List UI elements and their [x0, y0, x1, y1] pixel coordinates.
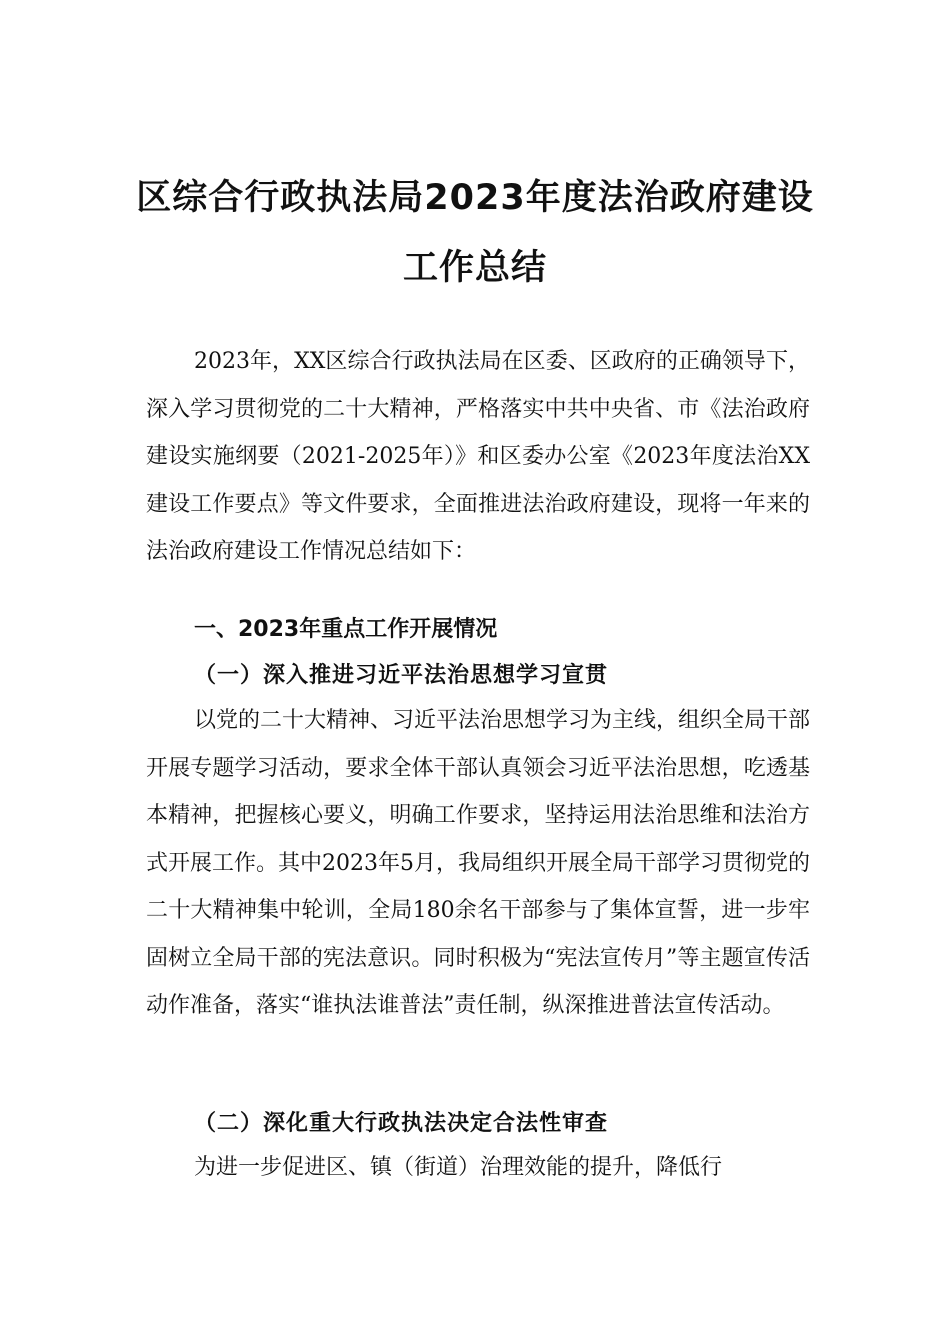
subsection-paragraph-2: 为进一步促进区、镇（街道）治理效能的提升，降低行: [194, 1155, 723, 1180]
subsection-heading-1: （一）深入推进习近平法治思想学习宣贯: [194, 662, 609, 688]
subsection-heading-2: （二）深化重大行政执法决定合法性审查: [194, 1110, 609, 1136]
document-title-line-1: 区综合行政执法局2023年度法治政府建设: [136, 178, 814, 218]
intro-paragraph: 2023年，XX区综合行政执法局在区委、区政府的正确领导下，深入学习贯彻党的二十大精神，严格落实中共中央省、市《法治政府建设实施纲要（2021-2025年）》和区委办公室《2023年度法治XX建设工作要点》等文件要求，全面推进法治政府建设，现将一年来的法治政府建设工作情况总结如下：: [146, 349, 810, 564]
section-heading: 一、2023年重点工作开展情况: [194, 617, 498, 642]
subsection-paragraph-1: 以党的二十大精神、习近平法治思想学习为主线，组织全局干部开展专题学习活动，要求全体干部认真领会习近平法治思想，吃透基本精神，把握核心要义，明确工作要求，坚持运用法治思维和法治方式开展工作。其中2023年5月，我局组织开展全局干部学习贯彻党的二十大精神集中轮训，全局180余名干部参与了集体宣誓，进一步牢固树立全局干部的宪法意识。同时积极为“宪法宣传月”等主题宣传活动作准备，落实“谁执法谁普法”责任制，纵深推进普法宣传活动。: [146, 708, 811, 1018]
document-title-line-2: 工作总结: [402, 248, 547, 288]
